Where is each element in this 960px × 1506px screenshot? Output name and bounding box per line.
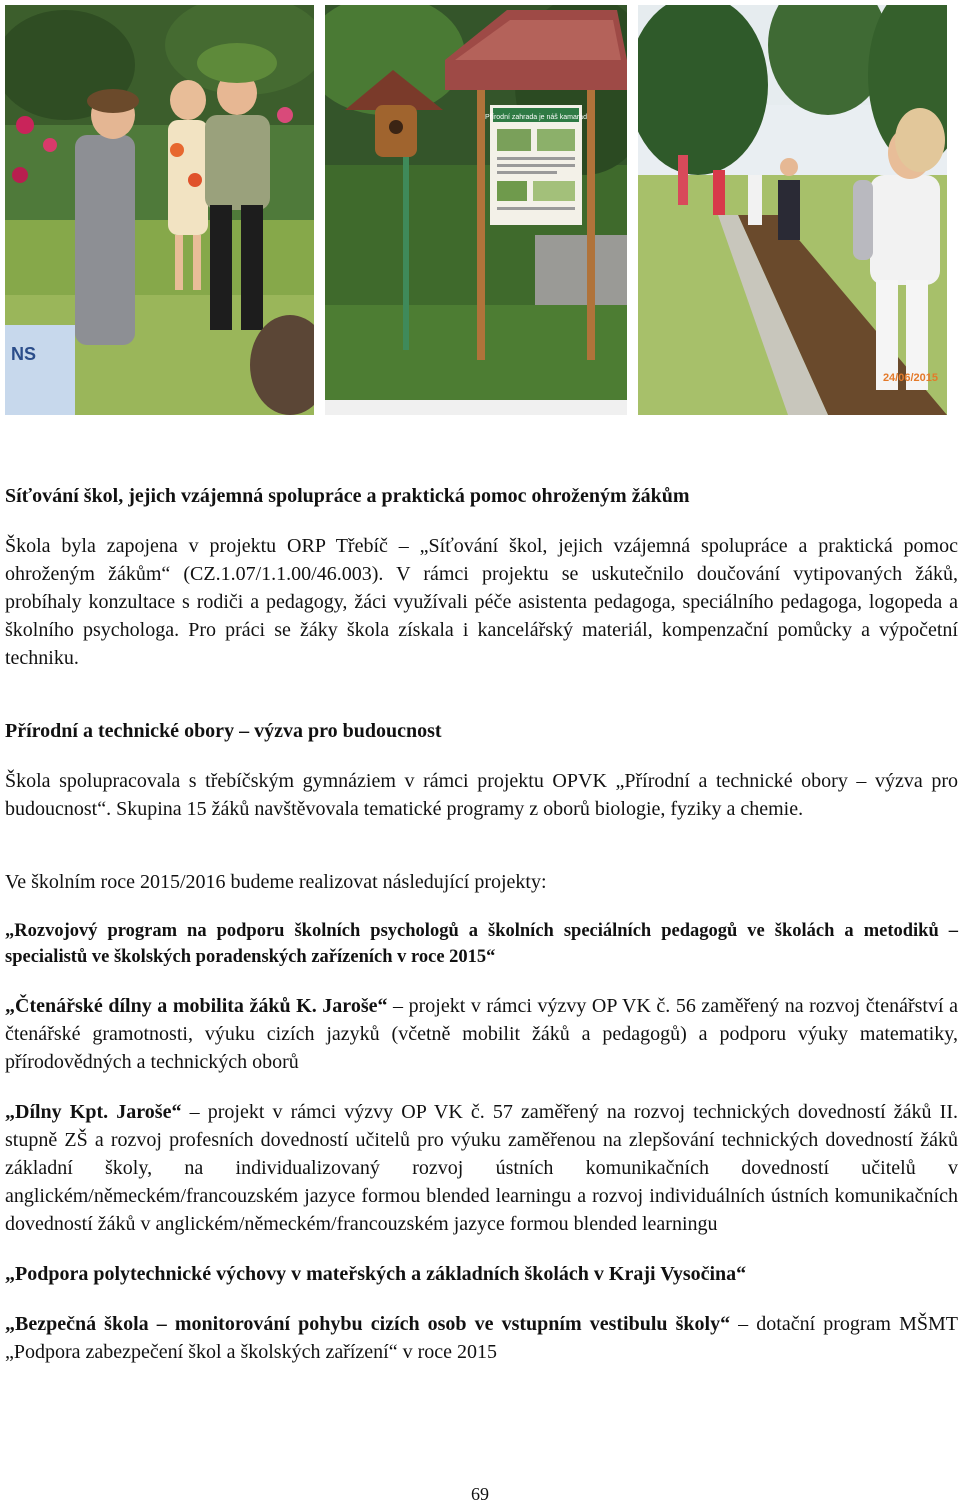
section-body-networking: Škola byla zapojena v projektu ORP Třebíč – „Síťování škol, jejich vzájemná spolupráce a praktická pomoc ohroženým žákům“ (CZ.1.07/1.1.00/46.003). V rámci projektu se uskutečnilo doučování vytipovaných žáků, probíhaly konzultace s rodiči a pedagogy, žáci využívali péče asistenta pedagoga, speciálního pedagoga, logopeda a školního psychologa. Pro práci se žáky škola získala i kancelářský materiál, kompenzační pomůcky a výpočetní techniku. — [5, 535, 958, 669]
project-safe-school — [5, 1310, 958, 1366]
project-reading-workshops — [5, 992, 958, 1076]
project-reading-workshops-body: – projekt v rámci výzvy OP VK č. 56 zaměřený na rozvoj čtenářství a čtenářské gramotnosti, výuku cizích jazyků (včetně mobilit žáků a pedagogů) a podporu výuky matematiky, přírodovědných a technických oborů — [5, 995, 958, 1073]
photo-barefoot-path — [638, 5, 947, 415]
section-title-science: Přírodní a technické obory – výzva pro budoucnost — [5, 720, 442, 742]
page-content — [5, 482, 958, 1366]
section-body-science: Škola spolupracovala s třebíčským gymnáziem v rámci projektu OPVK „Přírodní a technické obory – výzva pro budoucnost“. Skupina 15 žáků navštěvovala tematické programy z oborů biologie, fyziky a chemie. — [5, 770, 958, 820]
svg-text:NS: NS — [11, 344, 37, 364]
section-title-networking: Síťování škol, jejich vzájemná spolupráce a praktická pomoc ohroženým žákům — [5, 485, 690, 507]
project-workshops-jaros — [5, 1098, 958, 1238]
page-number: 69 — [471, 1484, 489, 1504]
photo-children-costumes — [5, 5, 314, 415]
project-workshops-jaros-body: – projekt v rámci výzvy OP VK č. 57 zaměřený na rozvoj technických dovedností žáků II. stupně ZŠ a rozvoj profesních dovedností učitelů pro výuku zaměřenou na zlepšování technických dovedností žáků základní školy, na individualizovaný rozvoj ústních komunikačních dovedností učitelů v anglickém/německém/francouzském jazyce formou blended learningu a rozvoj individuálních ústních komunikačních dovedností žáků v anglickém/německém/francouzském jazyce formou blended learningu — [5, 1101, 958, 1235]
project-reading-workshops-title: „Čtenářské dílny a mobilita žáků K. Jaroše“ — [5, 995, 388, 1017]
project-safe-school-title: „Bezpečná škola – monitorování pohybu cizích osob ve vstupním vestibulu školy“ — [5, 1313, 731, 1335]
board-title: Přírodní zahrada je náš kamarád — [485, 114, 587, 121]
project-workshops-jaros-title: „Dílny Kpt. Jaroše“ — [5, 1101, 182, 1123]
photo-strip — [5, 5, 947, 415]
photo-info-board — [325, 5, 627, 415]
project-polytechnic: „Podpora polytechnické výchovy v mateřských a základních školách v Kraji Vysočina“ — [5, 1263, 747, 1285]
projects-intro: Ve školním roce 2015/2016 budeme realizovat následující projekty: — [5, 871, 547, 893]
project-safe-school-body: – dotační program MŠMT „Podpora zabezpečení škol a školských zařízení“ v roce 2015 — [5, 1313, 958, 1363]
project-psychologists: „Rozvojový program na podporu školních psychologů a školních speciálních pedagogů ve školách a metodiků – specialistů ve školských poradenských zařízeních v roce 2015“ — [5, 921, 958, 967]
photo-date-stamp: 24/06/2015 — [882, 372, 938, 384]
